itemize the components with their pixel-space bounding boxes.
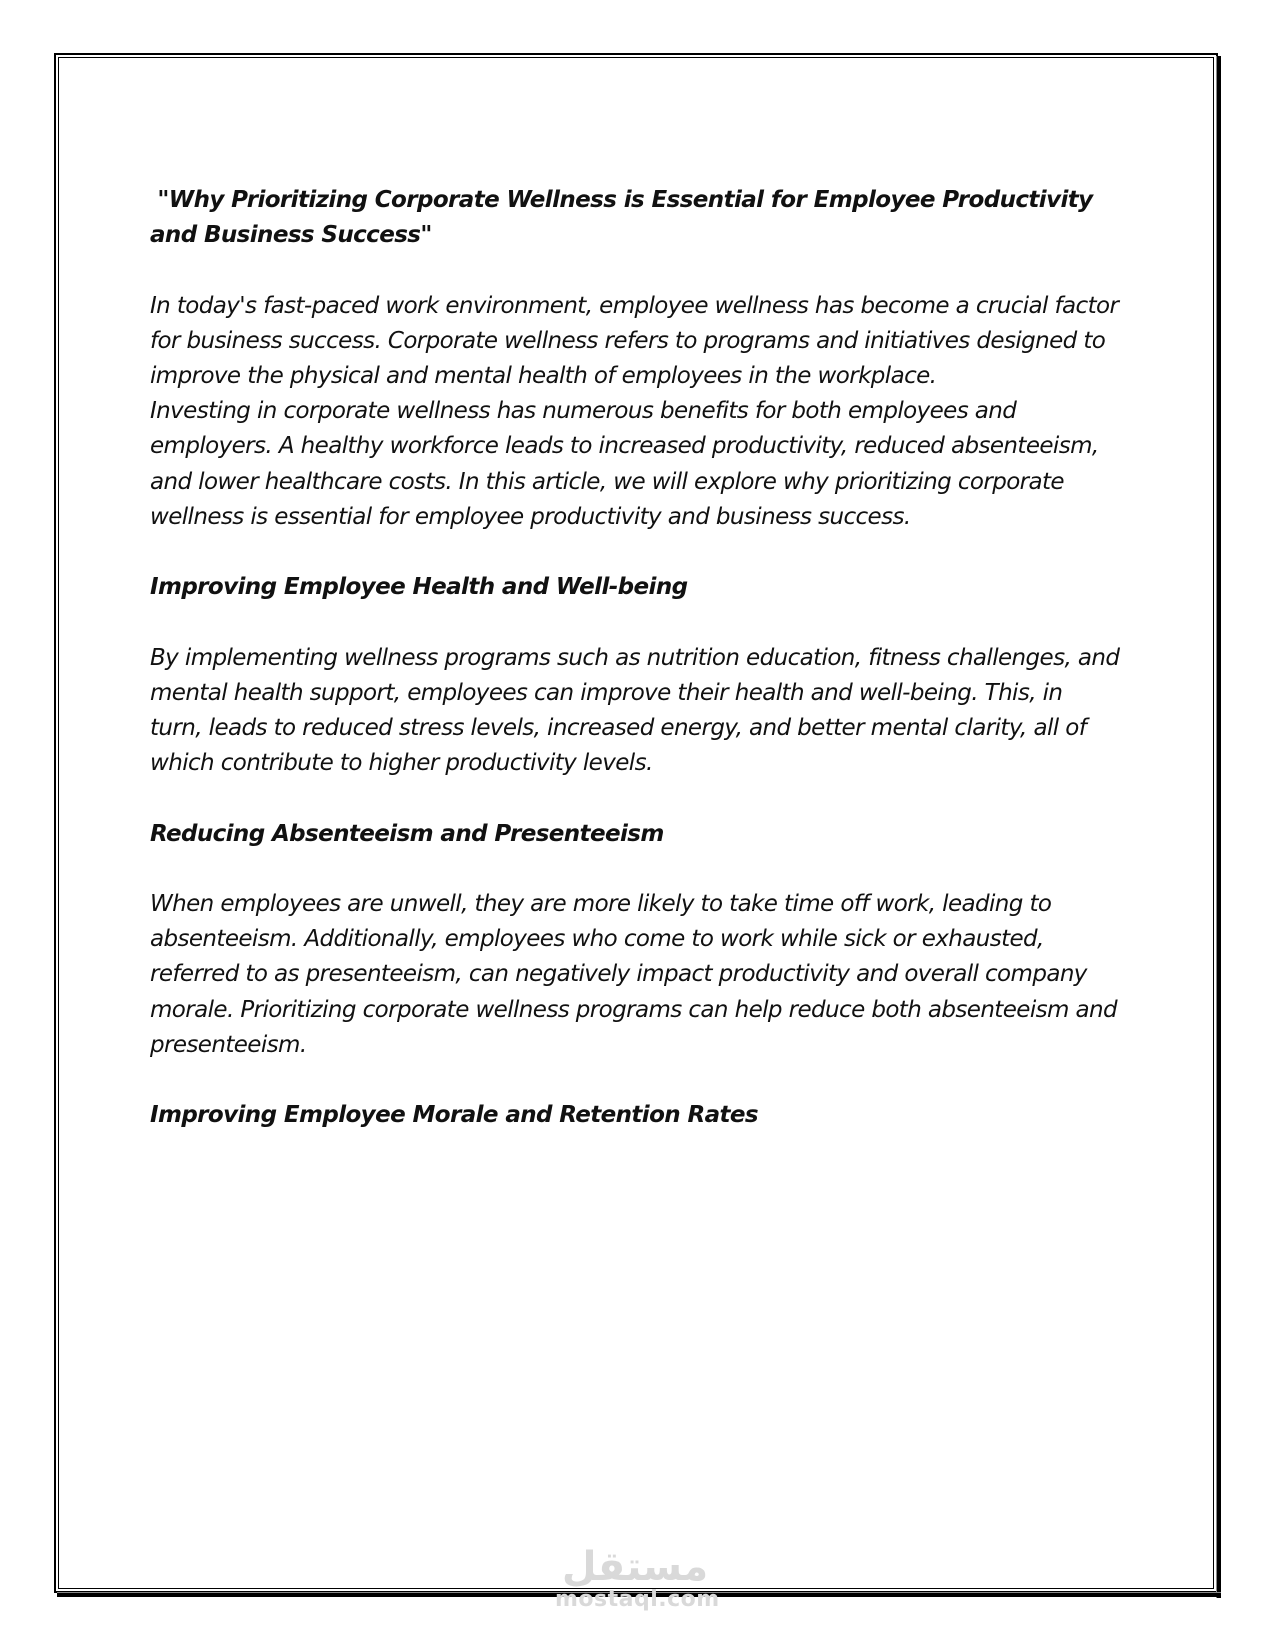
section-body-absenteeism: When employees are unwell, they are more likely to take time off work, leading to absenteeism. Additionally, employees who come to work while sick or exhausted, referred to as presenteeism, can negatively impact productivity and overall company morale. Prioritizing corporate wellness programs can help reduce both absenteeism and presenteeism. — [150, 890, 1117, 1058]
watermark-latin: mostaql.com — [555, 1587, 720, 1612]
document-title — [150, 183, 1120, 253]
watermark-arabic: مستقل — [561, 1544, 709, 1590]
spacer — [150, 605, 1120, 640]
spacer — [150, 852, 1120, 887]
document-title-text: "Why Prioritizing Corporate Wellness is Essential for Employee Productivity and Business Success" — [150, 187, 1093, 249]
section-body-health: By implementing wellness programs such as nutrition education, fitness challenges, and mental health support, employees can improve their health and well-being. This, in turn, leads to reduced stress levels, increased energy, and better mental clarity, all of which contribute to higher productivity levels. — [150, 644, 1120, 777]
spacer — [150, 535, 1120, 570]
page-border-shadow-right — [1216, 56, 1221, 1598]
spacer — [150, 1063, 1120, 1098]
section-heading-morale: Improving Employee Morale and Retention Rates — [150, 1102, 758, 1129]
intro-paragraph: Investing in corporate wellness has numerous benefits for both employees and employers. A healthy workforce leads to increased productivity, reduced absenteeism, and lower healthcare costs. In this article, we will explore why prioritizing corporate wellness is essential for employee productivity and business success. — [150, 398, 1099, 530]
intro-paragraph: In today's fast-paced work environment, employee wellness has become a crucial factor for business success. Corporate wellness refers to programs and initiatives designed to improve the physical and mental health of employees in the workplace. — [150, 292, 1119, 389]
spacer — [150, 253, 1120, 288]
document-body — [150, 183, 1120, 1133]
section-heading-absenteeism: Reducing Absenteeism and Presenteeism — [150, 820, 664, 847]
section-heading-health: Improving Employee Health and Well-being — [150, 574, 688, 601]
spacer — [150, 781, 1120, 816]
watermark-logo — [555, 1544, 720, 1612]
